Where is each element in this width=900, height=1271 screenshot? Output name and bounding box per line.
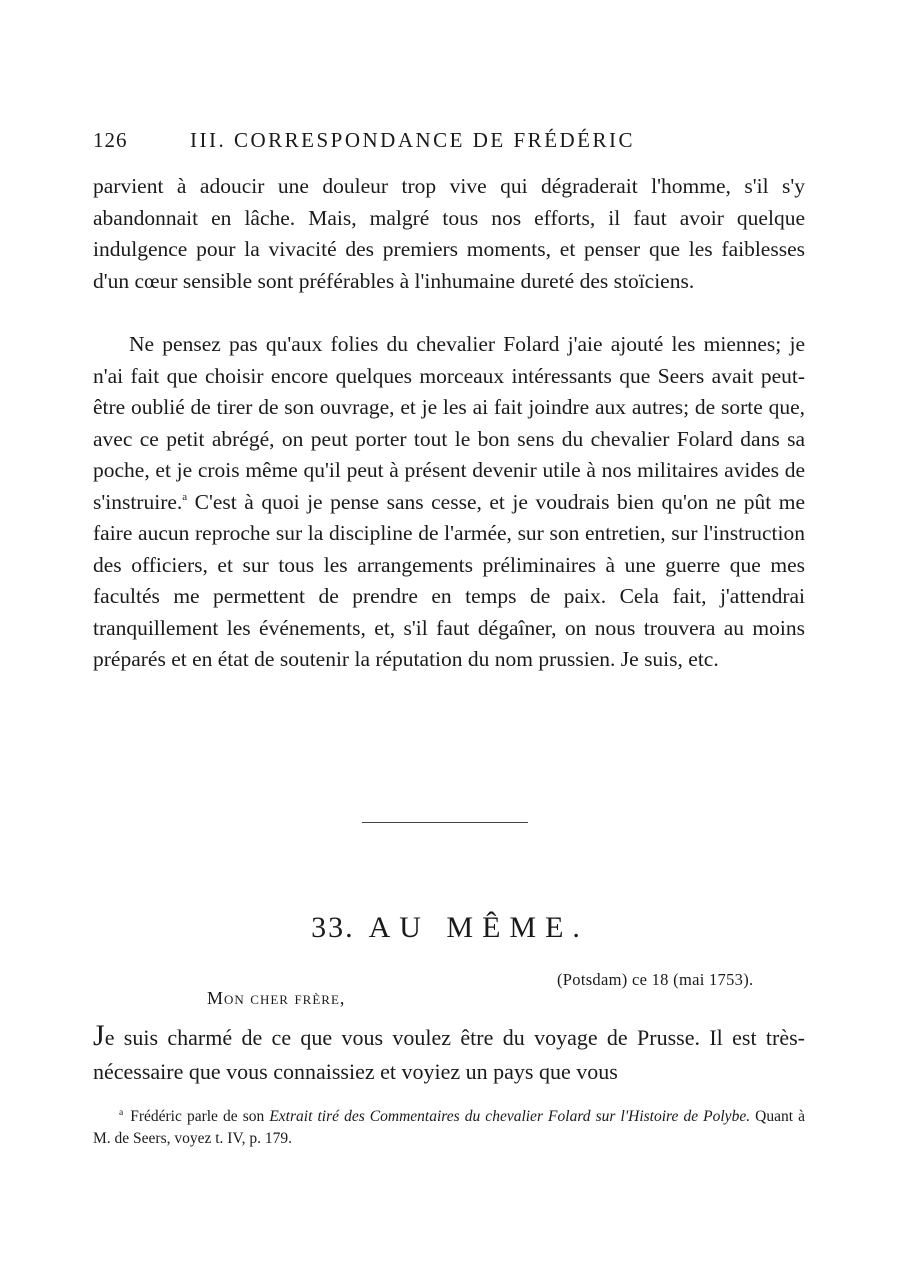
running-head bbox=[93, 128, 713, 158]
letter-dateline: (Potsdam) ce 18 (mai 1753). bbox=[557, 970, 754, 989]
paragraph-1: parvient à adoucir une douleur trop vive qui dégraderait l'homme, s'il s'y abandonnait en lâche. Mais, malgré tous nos efforts, il faut avoir quelque indulgence pour la vivacité des premiers moments, et penser que les faiblesses d'un cœur sensible sont préférables à l'inhumaine dureté des stoïciens. bbox=[93, 174, 805, 293]
running-title: III. CORRESPONDANCE DE FRÉDÉRIC bbox=[190, 128, 636, 152]
paragraph-2 bbox=[93, 329, 805, 676]
footnote-marker: a bbox=[119, 1108, 124, 1118]
footnote-text: Frédéric parle de son bbox=[130, 1108, 270, 1125]
opening-initial: J bbox=[93, 1019, 105, 1052]
letter-opening-paragraph bbox=[93, 1021, 805, 1089]
letter-number: 33. bbox=[311, 911, 355, 944]
footnote-cited-title: Extrait tiré des Commentaires du chevalier Folard sur l'Histoire de Polybe. bbox=[269, 1108, 751, 1125]
section-divider bbox=[362, 822, 528, 823]
letter-salutation: Mon cher frère, bbox=[207, 988, 346, 1008]
footnote-text-continued: Quant à M. de Seers, voyez t. IV, p. 179. bbox=[93, 1108, 806, 1147]
paragraph-2-text-continued: C'est à quoi je pense sans cesse, et je voudrais bien qu'on ne pût me faire aucun reproche sur la discipline de l'armée, sur son entretien, sur l'instruction des officiers, et sur tous les arrangements préliminaires à une guerre que mes facultés me permettent de prendre en temps de paix. Cela fait, j'attendrai tranquillement les événements, et, s'il faut dégaîner, on nous trouvera au moins préparés et en état de soutenir la réputation du nom prussien. Je suis, etc. bbox=[93, 489, 805, 671]
letter-title: AU MÊME. bbox=[368, 911, 589, 944]
footnote-reference[interactable]: a bbox=[182, 490, 188, 503]
letter-opening-text: e suis charmé de ce que vous voulez être du voyage de Prusse. Il est très-nécessaire que vous connaissiez et voyiez un pays que vous bbox=[93, 1025, 805, 1084]
page-number: 126 bbox=[93, 128, 128, 152]
footnote bbox=[93, 1106, 805, 1150]
letter-heading bbox=[0, 911, 900, 945]
paragraph-2-text: Ne pensez pas qu'aux folies du chevalier Folard j'aie ajouté les miennes; je n'ai fait que choisir encore quelques morceaux intéressants que Seers avait peut-être oublié de tirer de son ouvrage, et je les ai fait joindre aux autres; de sorte que, avec ce petit abrégé, on peut porter tout le bon sens du chevalier Folard dans sa poche, et je crois même qu'il peut à présent devenir utile à nos militaires avides de s'instruire. bbox=[93, 332, 805, 514]
